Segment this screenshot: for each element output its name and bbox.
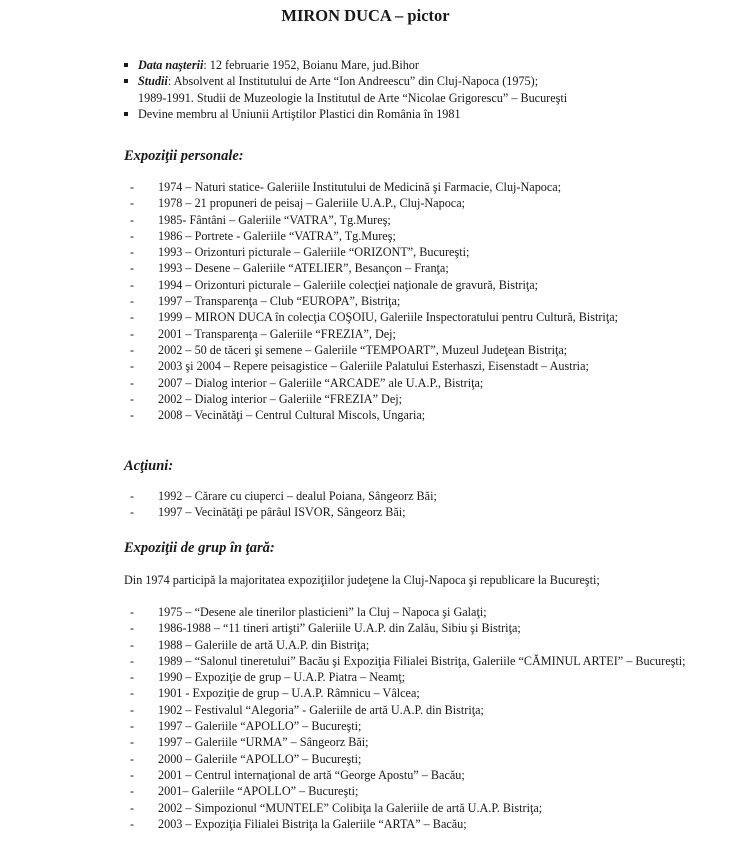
list-item: - 1993 – Desene – Galeriile “ATELIER”, Besançon – Franţa; <box>130 260 690 276</box>
bio-membership <box>122 106 682 122</box>
list-item: - 1985- Fântâni – Galeriile “VATRA”, Tg.Mureş; <box>130 212 690 228</box>
list-item: - 1989 – “Salonul tineretului” Bacău şi Expoziţia Filialei Bistriţa, Galeriile “CĂMINUL ARTEI” – Bucureşti; <box>130 653 690 669</box>
personal-exhibitions-list <box>130 179 690 423</box>
list-item: - 1993 – Orizonturi picturale – Galeriile “ORIZONT”, Bucureşti; <box>130 244 690 260</box>
list-item: - 1901 - Expoziţie de grup – U.A.P. Râmnicu – Vâlcea; <box>130 685 690 701</box>
list-item: - 1994 – Orizonturi picturale – Galeriile colecţiei naţionale de gravură, Bistriţa; <box>130 277 690 293</box>
list-item: - 1975 – “Desene ale tinerilor plasticieni” la Cluj – Napoca şi Galaţi; <box>130 604 690 620</box>
list-item: - 2008 – Vecinătăţi – Centrul Cultural Miscols, Ungaria; <box>130 407 690 423</box>
actions-list <box>130 488 690 521</box>
list-item: - 1997 – Transparenţa – Club “EUROPA”, Bistriţa; <box>130 293 690 309</box>
list-item: - 2003 şi 2004 – Repere peisagistice – Galeriile Palatului Esterhaszi, Eisenstadt – Austria; <box>130 358 690 374</box>
list-item: - 1988 – Galeriile de artă U.A.P. din Bistriţa; <box>130 637 690 653</box>
page-title: MIRON DUCA – pictor <box>281 6 450 25</box>
studies-continuation: 1989-1991. Studii de Muzeologie la Institutul de Arte “Nicolae Grigorescu” – Bucureşti <box>138 90 568 105</box>
list-item: - 1997 – Galeriile “URMA” – Sângeorz Băi; <box>130 734 690 750</box>
studies-label: Studii <box>138 74 168 89</box>
list-item: - 1997 – Galeriile “APOLLO” – Bucureşti; <box>130 718 690 734</box>
list-item: - 1999 – MIRON DUCA în colecţia COŞOIU, Galeriile Inspectoratului pentru Cultură, Bistriţa; <box>130 309 690 325</box>
list-item: - 1986-1988 – “11 tineri artişti” Galeriile U.A.P. din Zalău, Sibiu şi Bistriţa; <box>130 620 690 636</box>
list-item: - 1992 – Cărare cu ciuperci – dealul Poiana, Sângeorz Băi; <box>130 488 690 504</box>
birth-text: : 12 februarie 1952, Boianu Mare, jud.Bihor <box>203 58 419 72</box>
list-item: - 1990 – Expoziţie de grup – U.A.P. Piatra – Neamţ; <box>130 669 690 685</box>
list-item: - 2001 – Transparenţa – Galeriile “FREZIA”, Dej; <box>130 326 690 342</box>
group-intro: Din 1974 participă la majoritatea expoziţiilor judeţene la Cluj-Napoca şi republicare la Bucureşti; <box>124 573 600 587</box>
list-item: - 2007 – Dialog interior – Galeriile “ARCADE” ale U.A.P., Bistriţa; <box>130 375 690 391</box>
list-item: - 2002 – Dialog interior – Galeriile “FREZIA” Dej; <box>130 391 690 407</box>
list-item: - 2002 – 50 de tăceri şi semene – Galeriile “TEMPOART”, Muzeul Judeţean Bistriţa; <box>130 342 690 358</box>
list-item: - 1997 – Vecinătăţi pe pârâul ISVOR, Sângeorz Băi; <box>130 504 690 520</box>
section-heading-actions: Acţiuni: <box>124 458 174 474</box>
list-item: - 1902 – Festivalul “Alegoria” - Galeriile de artă U.A.P. din Bistriţa; <box>130 702 690 718</box>
list-item: - 2001 – Centrul internaţional de artă “George Apostu” – Bacău; <box>130 767 690 783</box>
membership-text: Devine membru al Uniunii Artiştilor Plastici din România în 1981 <box>138 106 461 121</box>
list-item: - 2000 – Galeriile “APOLLO” – Bucureşti; <box>130 751 690 767</box>
list-item: - 1978 – 21 propuneri de peisaj – Galeriile U.A.P., Cluj-Napoca; <box>130 195 690 211</box>
list-item: - 2003 – Expoziţia Filialei Bistriţa la Galeriile “ARTA” – Bacău; <box>130 816 690 832</box>
group-exhibitions-list <box>130 604 690 832</box>
bio-list <box>122 57 682 122</box>
bio-birth <box>122 57 682 73</box>
list-item: - 2002 – Simpozionul “MUNTELE” Colibiţa la Galeriile de artă U.A.P. Bistriţa; <box>130 800 690 816</box>
section-heading-personal: Expoziţii personale: <box>124 148 244 164</box>
section-heading-group: Expoziţii de grup în ţară: <box>124 540 275 556</box>
studies-text: : Absolvent al Institutului de Arte “Ion Andreescu” din Cluj-Napoca (1975); <box>167 74 539 89</box>
list-item: - 1974 – Naturi statice- Galeriile Institutului de Medicină şi Farmacie, Cluj-Napoca; <box>130 179 690 195</box>
bio-studies <box>122 73 682 89</box>
list-item: - 2001– Galeriile “APOLLO” – Bucureşti; <box>130 783 690 799</box>
list-item: - 1986 – Portrete - Galeriile “VATRA”, Tg.Mureş; <box>130 228 690 244</box>
birth-label: Data naşterii <box>138 58 204 72</box>
